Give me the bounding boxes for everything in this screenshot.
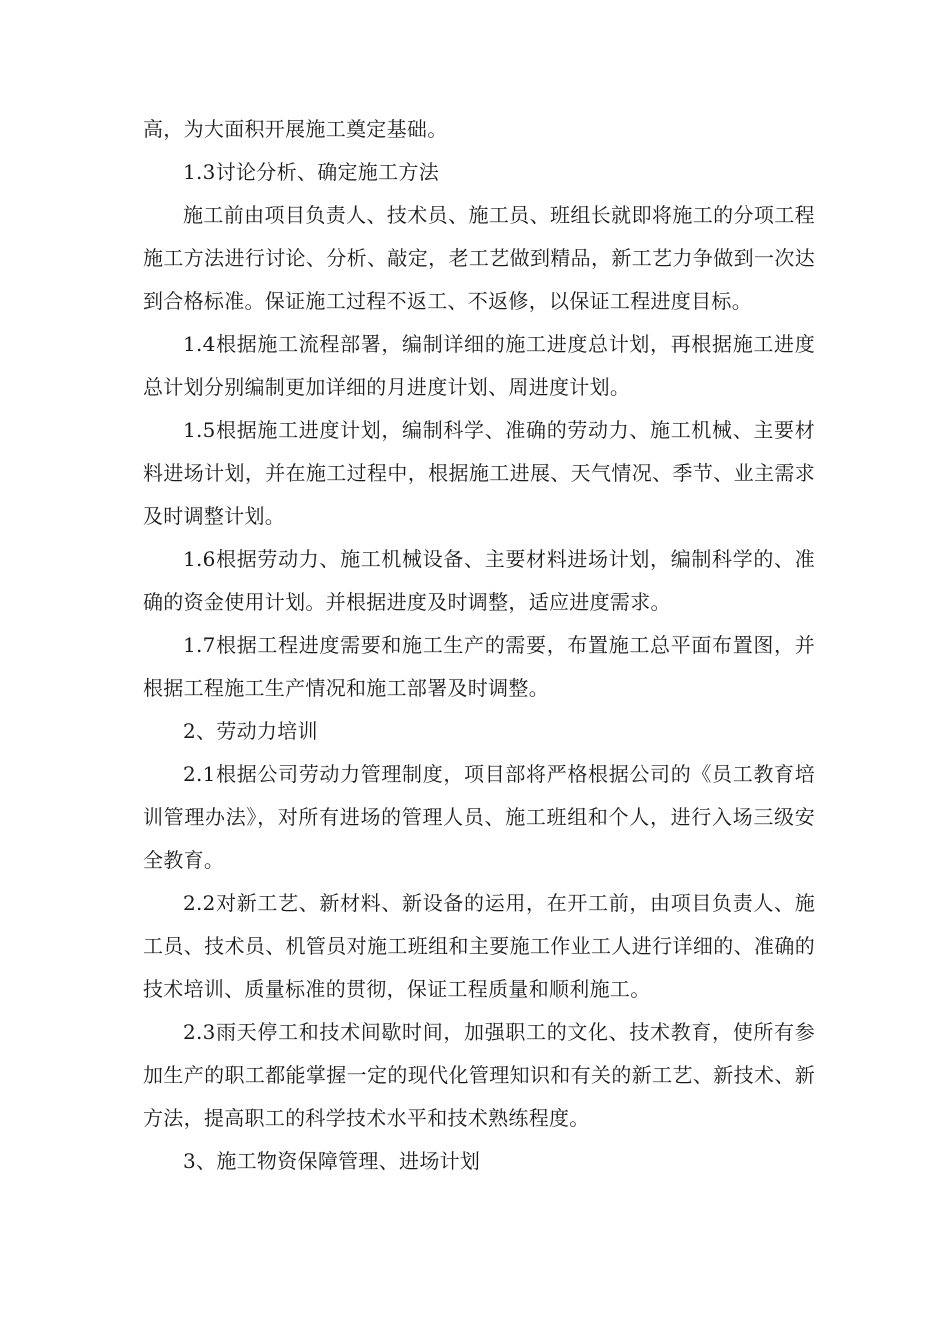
paragraph-1-3-body: 施工前由项目负责人、技术员、施工员、班组长就即将施工的分项工程施工方法进行讨论、分析、敲定，老工艺做到精品，新工艺力争做到一次达到合格标准。保证施工过程不返工、不返修，以保证工程进度目标。	[143, 203, 815, 313]
paragraph-1-4: 1.4根据施工流程部署，编制详细的施工进度总计划，再根据施工进度总计划分别编制更加详细的月进度计划、周进度计划。	[143, 332, 815, 399]
paragraph-1-6: 1.6根据劳动力、施工机械设备、主要材料进场计划，编制科学的、准确的资金使用计划。并根据进度及时调整，适应进度需求。	[143, 547, 815, 614]
paragraph-2-2: 2.2对新工艺、新材料、新设备的运用，在开工前，由项目负责人、施工员、技术员、机管员对施工班组和主要施工作业工人进行详细的、准确的技术培训、质量标准的贯彻，保证工程质量和顺利施工。	[143, 891, 815, 1001]
document-body	[143, 108, 815, 1183]
paragraph-2-3: 2.3雨天停工和技术间歇时间，加强职工的文化、技术教育，使所有参加生产的职工都能掌握一定的现代化管理知识和有关的新工艺、新技术、新方法，提高职工的科学技术水平和技术熟练程度。	[143, 1020, 815, 1130]
paragraph-1-5: 1.5根据施工进度计划，编制科学、准确的劳动力、施工机械、主要材料进场计划，并在施工过程中，根据施工进展、天气情况、季节、业主需求及时调整计划。	[143, 418, 815, 528]
heading-1-3: 1.3讨论分析、确定施工方法	[183, 160, 440, 184]
paragraph-continuation: 高，为大面积开展施工奠定基础。	[143, 117, 448, 141]
heading-3: 3、施工物资保障管理、进场计划	[183, 1149, 481, 1173]
heading-2: 2、劳动力培训	[183, 719, 318, 743]
paragraph-2-1: 2.1根据公司劳动力管理制度，项目部将严格根据公司的《员工教育培训管理办法》，对所有进场的管理人员、施工班组和个人，进行入场三级安全教育。	[143, 762, 815, 872]
paragraph-1-7: 1.7根据工程进度需要和施工生产的需要，布置施工总平面布置图，并根据工程施工生产情况和施工部署及时调整。	[143, 633, 815, 700]
